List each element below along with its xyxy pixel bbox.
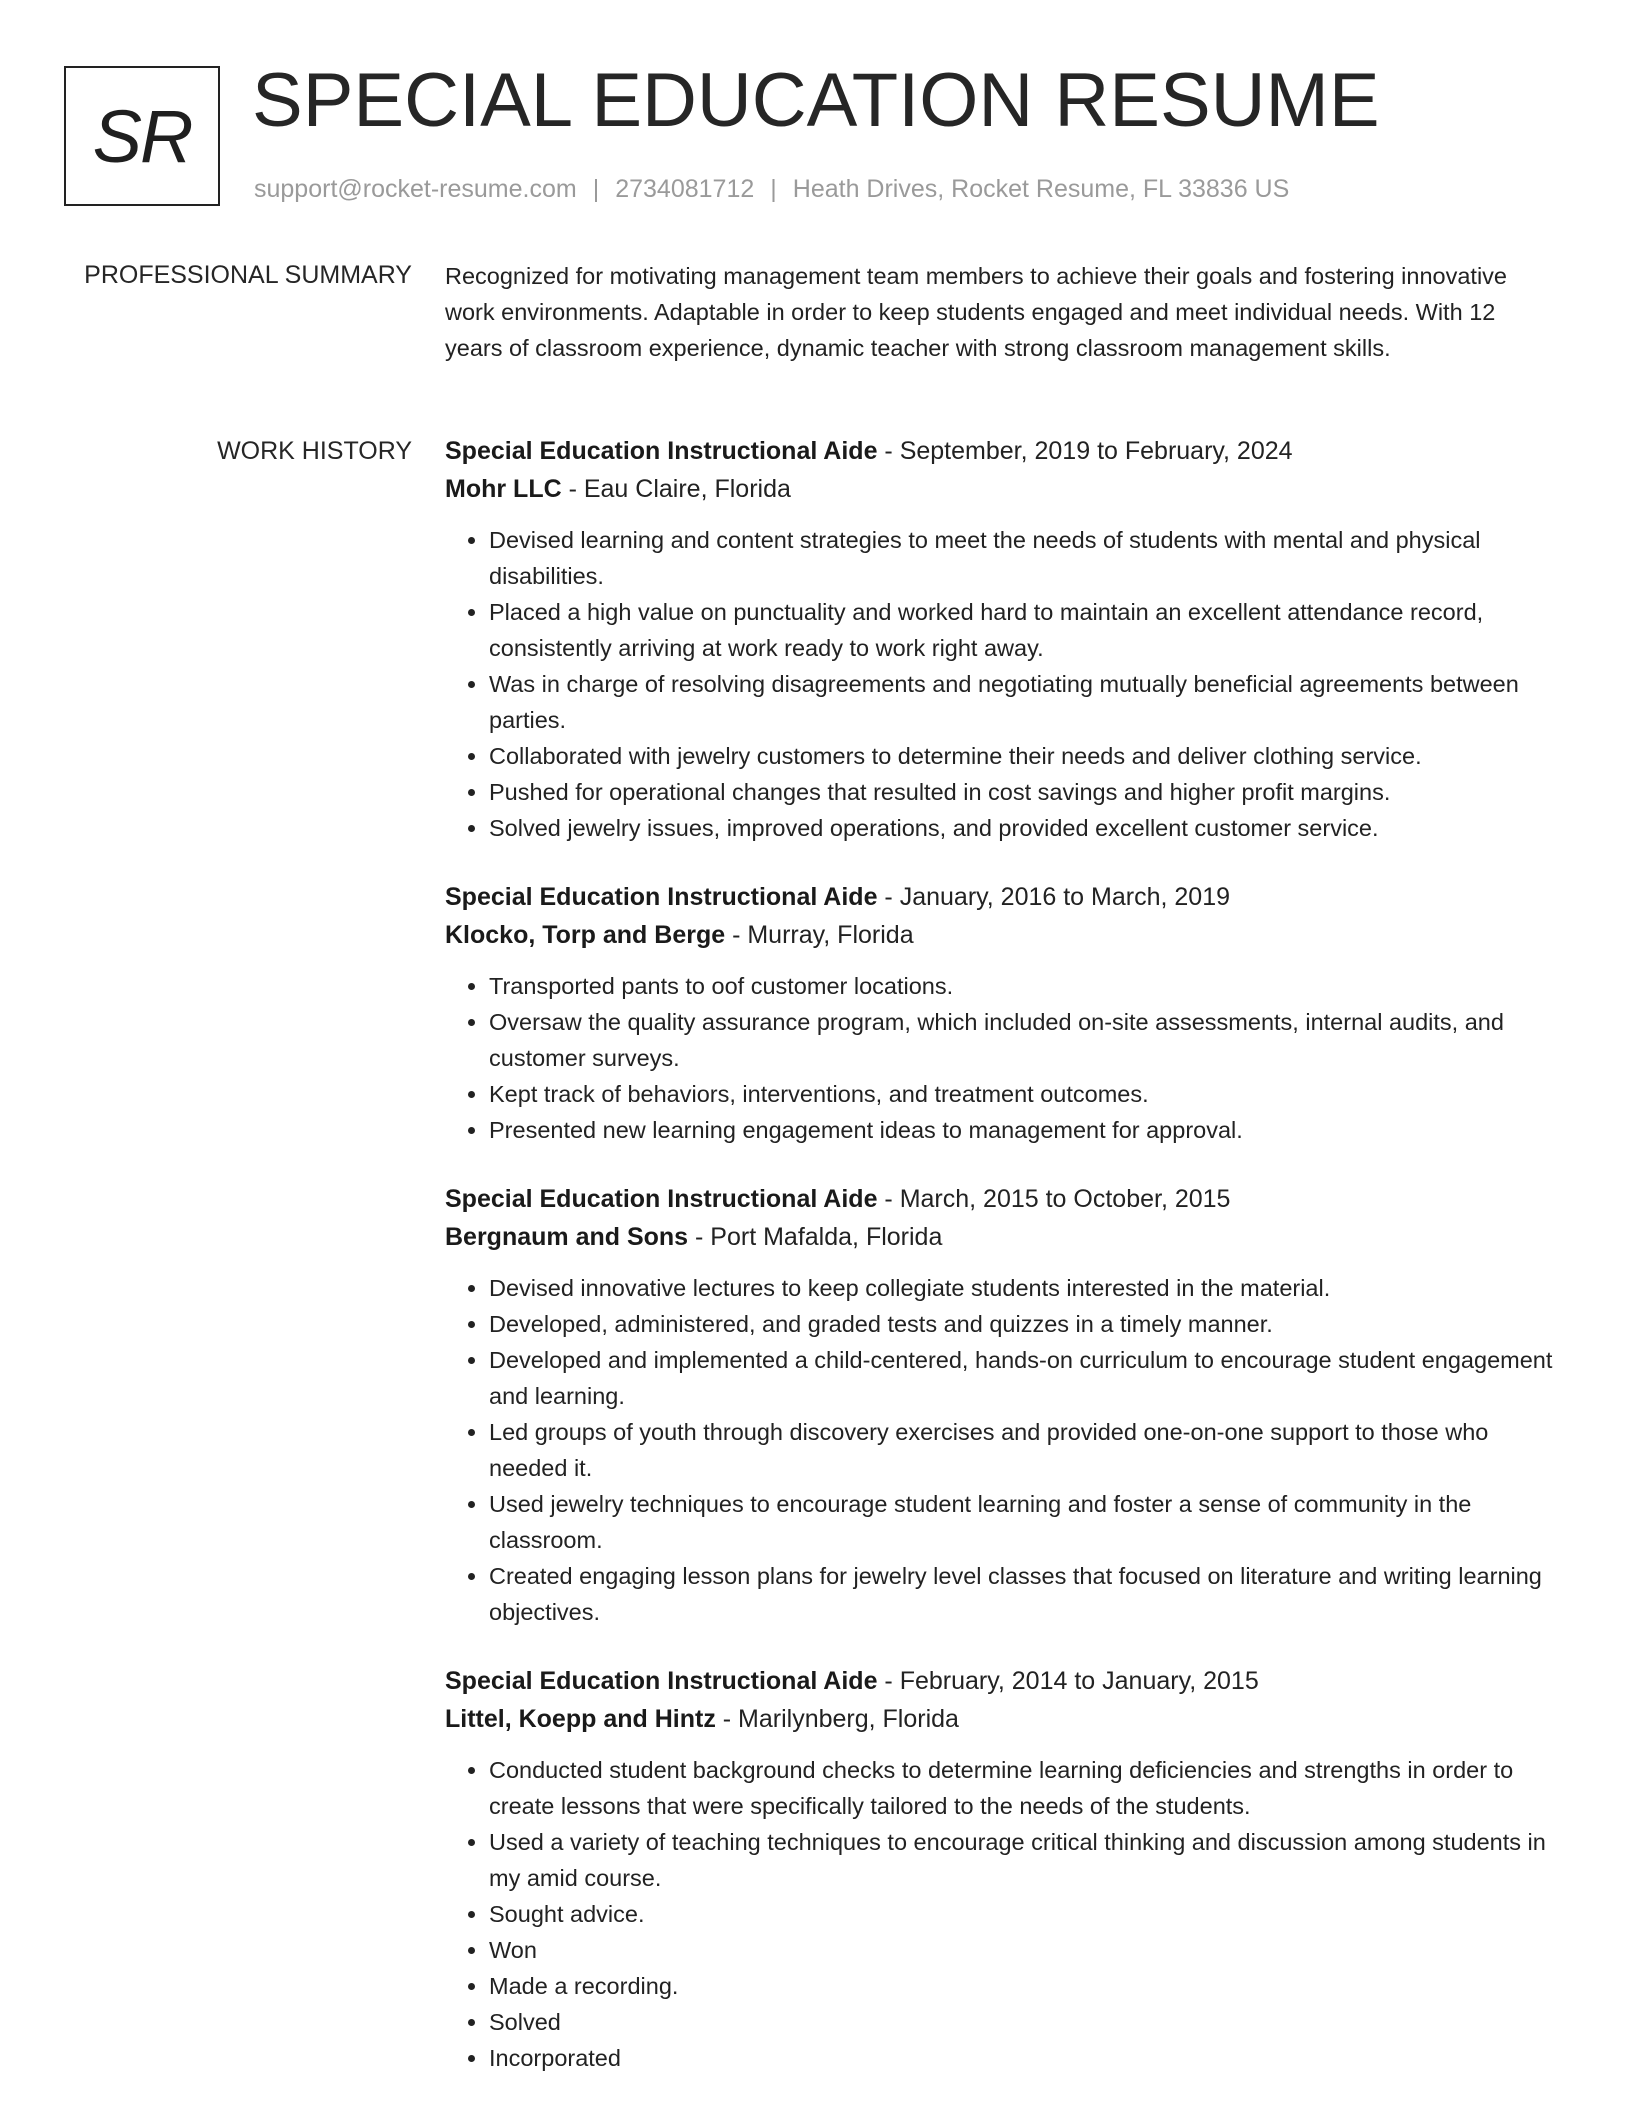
- job-company: Bergnaum and Sons: [445, 1223, 689, 1251]
- job-entry: [445, 1662, 1555, 2076]
- job-bullet: • Made a recording.: [489, 1968, 1555, 2004]
- job-company: Klocko, Torp and Berge: [445, 921, 726, 949]
- job-title-line: [445, 878, 1555, 916]
- summary-section: [445, 258, 1555, 366]
- job-company-line: [445, 916, 1555, 954]
- job-dates: - January, 2016 to March, 2019: [877, 883, 1230, 911]
- work-history-section: [445, 432, 1555, 2108]
- resume-title: SPECIAL EDUCATION RESUME: [252, 58, 1380, 143]
- job-location: - Port Mafalda, Florida: [688, 1223, 943, 1251]
- job-entry: [445, 432, 1555, 846]
- job-entry: [445, 878, 1555, 1148]
- contact-separator: |: [770, 175, 777, 203]
- job-bullets: [445, 968, 1555, 1148]
- job-bullet: • Solved jewelry issues, improved operations, and provided excellent customer service.: [489, 810, 1555, 846]
- job-bullet: • Solved: [489, 2004, 1555, 2040]
- job-bullet: • Won: [489, 1932, 1555, 1968]
- job-title-line: [445, 432, 1555, 470]
- job-entry: [445, 1180, 1555, 1630]
- section-label-summary: PROFESSIONAL SUMMARY: [84, 261, 412, 289]
- monogram-initials: SR: [92, 94, 192, 178]
- job-bullet: • Led groups of youth through discovery exercises and provided one-on-one support to those who needed it.: [489, 1414, 1555, 1486]
- job-bullet: • Presented new learning engagement ideas to management for approval.: [489, 1112, 1555, 1148]
- job-bullet: • Sought advice.: [489, 1896, 1555, 1932]
- job-bullet: • Oversaw the quality assurance program, which included on-site assessments, internal audits, and customer surveys.: [489, 1004, 1555, 1076]
- job-bullet: • Pushed for operational changes that resulted in cost savings and higher profit margins.: [489, 774, 1555, 810]
- monogram-logo: [64, 66, 220, 206]
- job-company: Mohr LLC: [445, 475, 562, 503]
- contact-address: Heath Drives, Rocket Resume, FL 33836 US: [792, 175, 1290, 203]
- job-title-line: [445, 1180, 1555, 1218]
- job-title-line: [445, 1662, 1555, 1700]
- summary-text: Recognized for motivating management team members to achieve their goals and fostering innovative work environments. Adaptable in order to keep students engaged and meet individual needs. With 12 years of classroom experience, dynamic teacher with strong classroom management skills.: [445, 263, 1507, 361]
- job-dates: - March, 2015 to October, 2015: [877, 1185, 1231, 1213]
- job-title: Special Education Instructional Aide: [445, 1185, 878, 1213]
- job-location: - Eau Claire, Florida: [561, 475, 791, 503]
- job-title: Special Education Instructional Aide: [445, 437, 878, 465]
- contact-phone[interactable]: 2734081712: [615, 175, 755, 203]
- job-bullet: • Devised learning and content strategies to meet the needs of students with mental and physical disabilities.: [489, 522, 1555, 594]
- job-location: - Marilynberg, Florida: [715, 1705, 959, 1733]
- job-company: Littel, Koepp and Hintz: [445, 1705, 716, 1733]
- job-title: Special Education Instructional Aide: [445, 883, 878, 911]
- job-bullets: [445, 522, 1555, 846]
- job-dates: - September, 2019 to February, 2024: [877, 437, 1293, 465]
- job-bullet: • Incorporated: [489, 2040, 1555, 2076]
- job-bullet: • Placed a high value on punctuality and worked hard to maintain an excellent attendance record, consistently arriving at work ready to work right away.: [489, 594, 1555, 666]
- job-company-line: [445, 1218, 1555, 1256]
- job-bullet: • Conducted student background checks to determine learning deficiencies and strengths in order to create lessons that were specifically tailored to the needs of the students.: [489, 1752, 1555, 1824]
- job-location: - Murray, Florida: [725, 921, 914, 949]
- job-company-line: [445, 1700, 1555, 1738]
- job-bullet: • Created engaging lesson plans for jewelry level classes that focused on literature and writing learning objectives.: [489, 1558, 1555, 1630]
- job-bullets: [445, 1752, 1555, 2076]
- job-bullets: [445, 1270, 1555, 1630]
- job-company-line: [445, 470, 1555, 508]
- job-bullet: • Kept track of behaviors, interventions, and treatment outcomes.: [489, 1076, 1555, 1112]
- job-title: Special Education Instructional Aide: [445, 1667, 878, 1695]
- contact-line: [254, 172, 1289, 206]
- contact-separator: |: [592, 175, 600, 203]
- job-bullet: • Used a variety of teaching techniques to encourage critical thinking and discussion among students in my amid course.: [489, 1824, 1555, 1896]
- section-label-work-history: WORK HISTORY: [217, 437, 412, 465]
- job-bullet: • Transported pants to oof customer locations.: [489, 968, 1555, 1004]
- job-bullet: • Developed, administered, and graded tests and quizzes in a timely manner.: [489, 1306, 1555, 1342]
- job-bullet: • Developed and implemented a child-centered, hands-on curriculum to encourage student engagement and learning.: [489, 1342, 1555, 1414]
- job-bullet: • Used jewelry techniques to encourage student learning and foster a sense of community in the classroom.: [489, 1486, 1555, 1558]
- job-bullet: • Was in charge of resolving disagreements and negotiating mutually beneficial agreements between parties.: [489, 666, 1555, 738]
- contact-email[interactable]: support@rocket-resume.com: [254, 175, 577, 203]
- job-bullet: • Collaborated with jewelry customers to determine their needs and deliver clothing service.: [489, 738, 1555, 774]
- job-dates: - February, 2014 to January, 2015: [877, 1667, 1259, 1695]
- job-bullet: • Devised innovative lectures to keep collegiate students interested in the material.: [489, 1270, 1555, 1306]
